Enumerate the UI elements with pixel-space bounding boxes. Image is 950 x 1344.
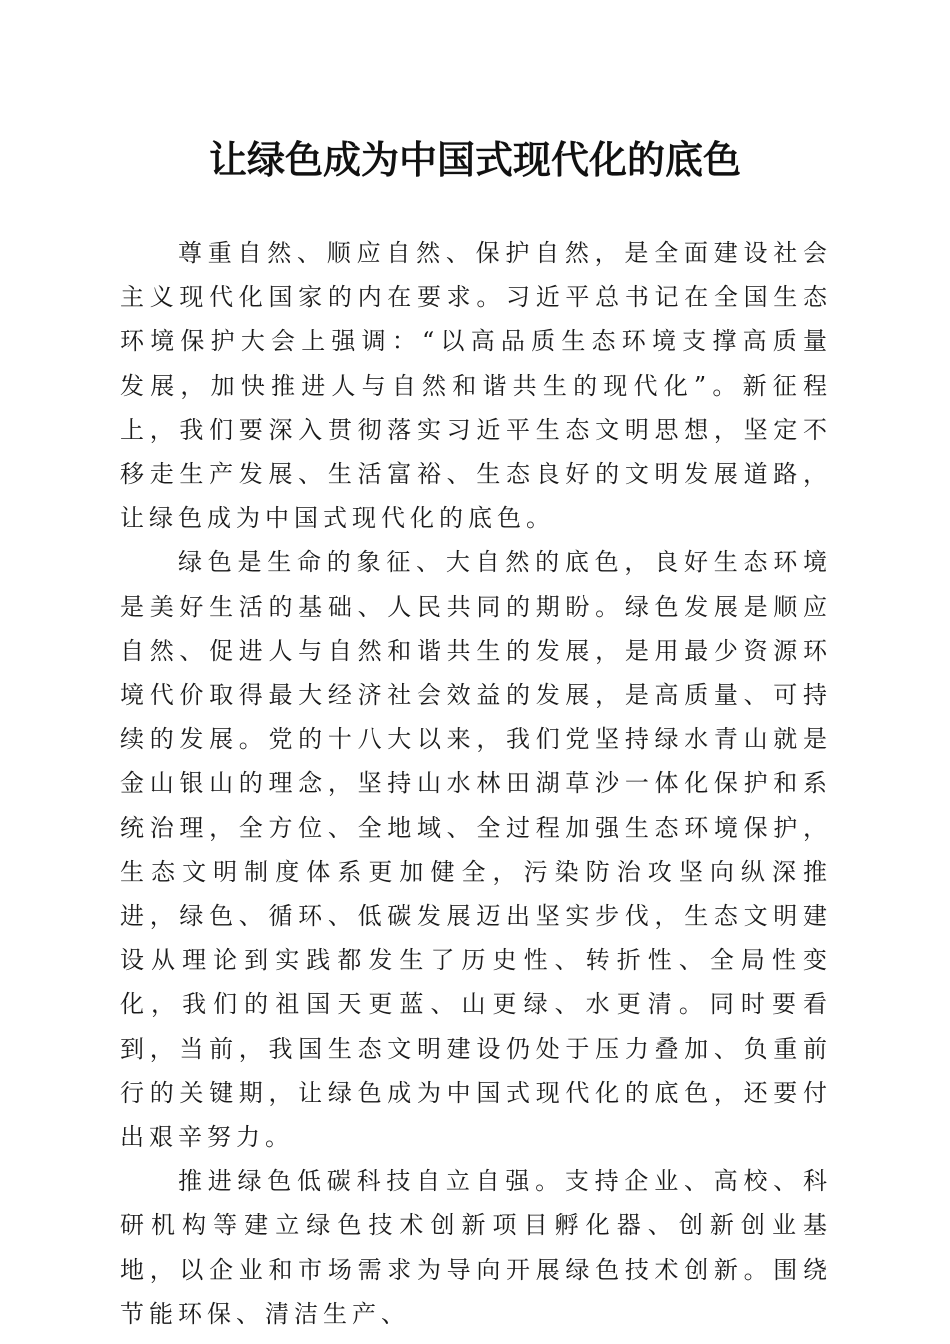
paragraph-1: 尊重自然、顺应自然、保护自然，是全面建设社会主义现代化国家的内在要求。习近平总书记在全国生态环境保护大会上强调：“以高品质生态环境支撑高质量发展，加快推进人与自然和谐共生的现代化”。新征程上，我们要深入贯彻落实习近平生态文明思想，坚定不移走生产发展、生活富裕、生态良好的文明发展道路，让绿色成为中国式现代化的底色。	[120, 239, 832, 533]
document-body	[120, 231, 832, 1336]
paragraph-2: 绿色是生命的象征、大自然的底色，良好生态环境是美好生活的基础、人民共同的期盼。绿色发展是顺应自然、促进人与自然和谐共生的发展，是用最少资源环境代价取得最大经济社会效益的发展，是高质量、可持续的发展。党的十八大以来，我们党坚持绿水青山就是金山银山的理念，坚持山水林田湖草沙一体化保护和系统治理，全方位、全地域、全过程加强生态环境保护，生态文明制度体系更加健全，污染防治攻坚向纵深推进，绿色、循环、低碳发展迈出坚实步伐，生态文明建设从理论到实践都发生了历史性、转折性、全局性变化，我们的祖国天更蓝、山更绿、水更清。同时要看到，当前，我国生态文明建设仍处于压力叠加、负重前行的关键期，让绿色成为中国式现代化的底色，还要付出艰辛努力。	[120, 548, 832, 1152]
paragraph-3: 推进绿色低碳科技自立自强。支持企业、高校、科研机构等建立绿色技术创新项目孵化器、创新创业基地，以企业和市场需求为导向开展绿色技术创新。围绕节能环保、清洁生产、	[120, 1167, 832, 1328]
document-title: 让绿色成为中国式现代化的底色	[208, 137, 741, 182]
